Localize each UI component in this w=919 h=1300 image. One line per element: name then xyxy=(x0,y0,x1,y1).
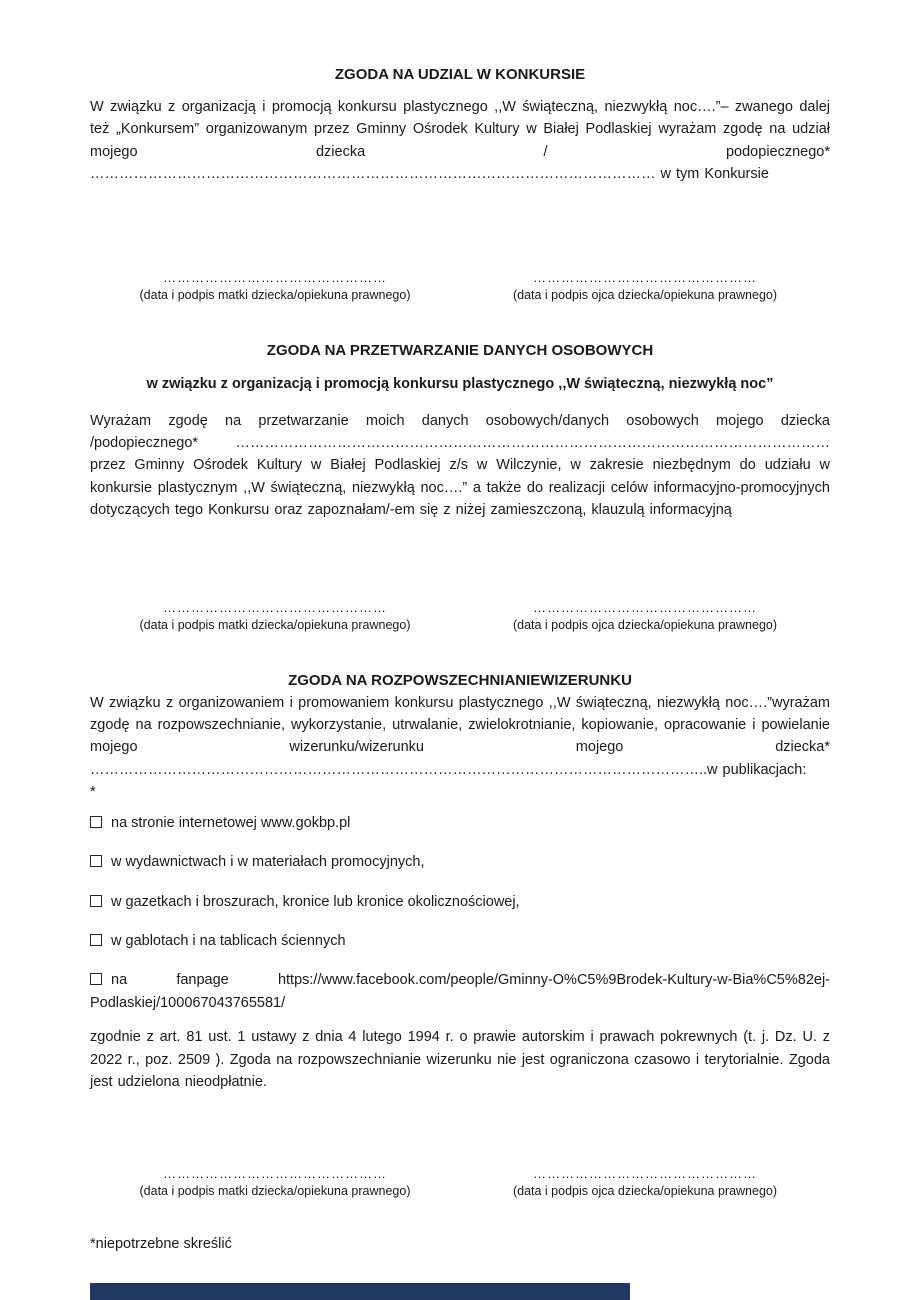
section-data-processing-title: ZGODA NA PRZETWARZANIE DANYCH OSOBOWYCH xyxy=(266,341,654,359)
signature-father-label: (data i podpis ojca dziecka/opiekuna prawnego) xyxy=(512,287,778,302)
footer-accent-bar xyxy=(90,1283,630,1300)
publication-item-displays xyxy=(90,930,830,952)
page-content xyxy=(90,0,830,1256)
publication-label: na stronie internetowej www.gokbp.pl xyxy=(111,814,351,831)
signature-father-column xyxy=(460,600,830,634)
publication-label: w gazetkach i broszurach, kronice lub kronice okolicznościowej, xyxy=(111,893,520,910)
signature-block xyxy=(90,600,830,634)
signature-mother-label: (data i podpis matki dziecka/opiekuna prawnego) xyxy=(139,1184,411,1199)
publication-label: w wydawnictwach i w materiałach promocyjnych, xyxy=(111,854,425,871)
data-processing-subtitle: w związku z organizacją i promocją konkursu plastycznego ,,W świąteczną, niezwykłą noc” xyxy=(146,375,774,392)
image-rights-paragraph: W związku z organizowaniem i promowaniem konkursu plastycznego ,,W świąteczną, niezwykłą noc….”wyrażam zgodę na rozpowszechnianie, wykorzystanie, utrwalanie, zwielokrotnianie, kopiowanie, opracowanie i powielanie mojego wizerunku/wizerunku mojego dziecka* ………………………………………………………………………………………………………………..w publikacjach: xyxy=(90,694,830,778)
signature-block xyxy=(90,1166,830,1200)
signature-mother-label: (data i podpis matki dziecka/opiekuna prawnego) xyxy=(139,287,411,302)
signature-dotted-line: ………………………………………… xyxy=(163,1166,387,1182)
signature-mother-column xyxy=(90,270,460,304)
participation-consent-paragraph: W związku z organizacją i promocją konkursu plastycznego ,,W świąteczną, niezwykłą noc….”– zwanego dalej też „Konkursem” organizowanym przez Gminny Ośrodek Kultury w Białej Podlaskiej wyrażam zgodę na udział mojego dziecka / podopiecznego* ……………………………………………………………………………………………………… w tym Konkursie xyxy=(90,99,830,183)
checkbox-icon[interactable] xyxy=(90,934,102,946)
publication-item-fanpage xyxy=(90,969,830,1014)
section-image-rights-title: ZGODA NA ROZPOWSZECHNIANIEWIZERUNKU xyxy=(288,671,632,689)
publication-label: w gablotach i na tablicach ściennych xyxy=(111,932,346,949)
publication-item-website xyxy=(90,812,830,834)
signature-block xyxy=(90,270,830,304)
signature-mother-column xyxy=(90,600,460,634)
checkbox-icon[interactable] xyxy=(90,855,102,867)
checkbox-icon[interactable] xyxy=(90,895,102,907)
signature-mother-label: (data i podpis matki dziecka/opiekuna prawnego) xyxy=(139,617,411,632)
checkbox-icon[interactable] xyxy=(90,973,102,985)
signature-father-column xyxy=(460,1166,830,1200)
footnote: *niepotrzebne skreślić xyxy=(90,1236,232,1253)
signature-father-label: (data i podpis ojca dziecka/opiekuna prawnego) xyxy=(512,1184,778,1199)
signature-mother-column xyxy=(90,1166,460,1200)
data-processing-paragraph: Wyrażam zgodę na przetwarzanie moich danych osobowych/danych osobowych mojego dziecka /podopiecznego* …………………………………………………………………………………………………………… przez Gminny Ośrodek Kultury w Białej Podlaskiej z/s w Wilczynie, w zakresie niezbędnym do udziału w konkursie plastycznym ,,W świąteczną, niezwykłą noc….” a także do realizacji celów informacyjno-promocyjnych dotyczących tego Konkursu oraz zapoznałam/-em się z niżej zamieszczoną, klauzulą informacyjną xyxy=(90,412,830,519)
publication-label: na fanpage https://www.facebook.com/people/Gminny-O%C5%9Brodek-Kultury-w-Bia%C5%82ej-Podlaskiej/100067043765581/ xyxy=(90,972,830,1011)
signature-dotted-line: ………………………………………… xyxy=(163,599,387,615)
signature-father-column xyxy=(460,270,830,304)
signature-dotted-line: ………………………………………… xyxy=(163,269,387,285)
section-participation-title: ZGODA NA UDZIAL W KONKURSIE xyxy=(334,66,586,83)
publication-item-newsletters xyxy=(90,891,830,913)
signature-dotted-line: ………………………………………… xyxy=(533,269,757,285)
signature-dotted-line: ………………………………………… xyxy=(533,599,757,615)
checkbox-icon[interactable] xyxy=(90,816,102,828)
publications-list xyxy=(90,812,830,1014)
asterisk-line: * xyxy=(90,784,96,801)
publication-item-print xyxy=(90,851,830,873)
legal-note-paragraph: zgodnie z art. 81 ust. 1 ustawy z dnia 4 lutego 1994 r. o prawie autorskim i prawach pokrewnych (t. j. Dz. U. z 2022 r., poz. 2509 ). Zgoda na rozpowszechnianie wizerunku nie jest ograniczona czasowo i terytorialnie. Zgoda jest udzielona nieodpłatnie. xyxy=(90,1029,830,1090)
signature-father-label: (data i podpis ojca dziecka/opiekuna prawnego) xyxy=(512,617,778,632)
signature-dotted-line: ………………………………………… xyxy=(533,1166,757,1182)
